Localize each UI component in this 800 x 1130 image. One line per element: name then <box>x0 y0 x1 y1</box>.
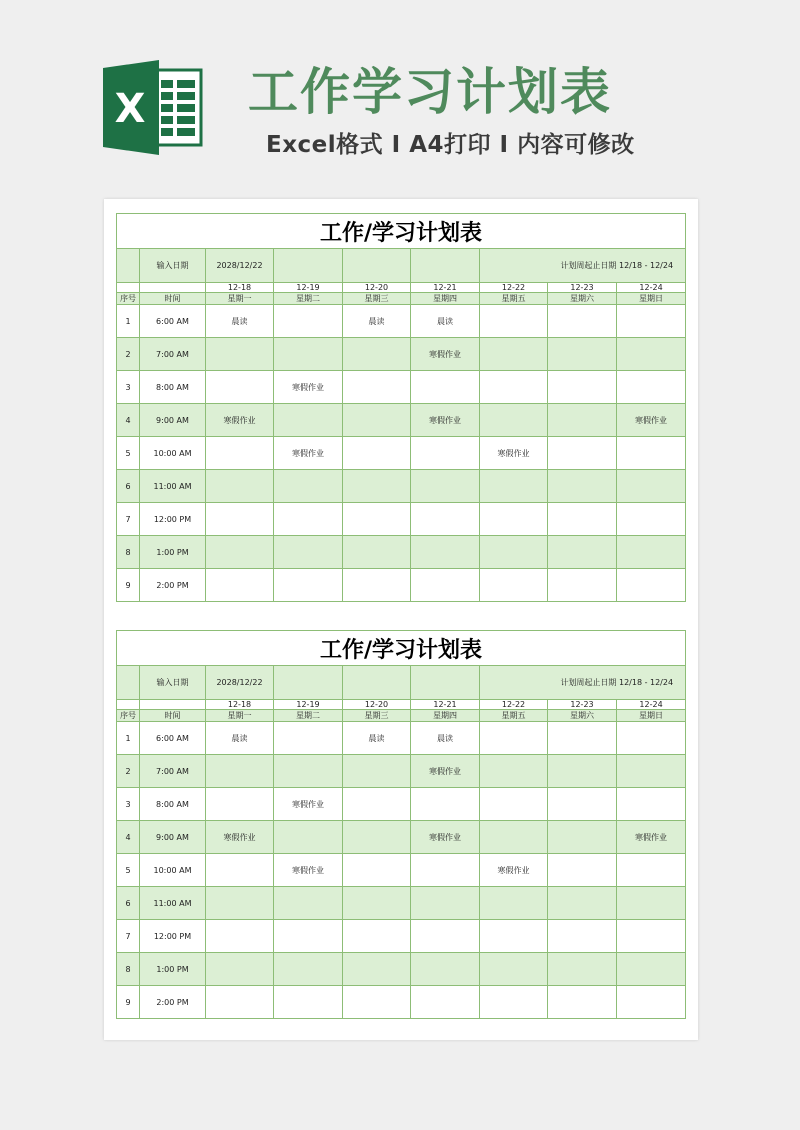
row-time: 2:00 PM <box>140 986 206 1019</box>
schedule-row <box>117 305 686 338</box>
task-cell[interactable] <box>274 986 343 1019</box>
weekday-header: 星期六 <box>548 710 617 722</box>
row-number: 2 <box>117 755 140 788</box>
schedule-row <box>117 338 686 371</box>
row-number: 7 <box>117 920 140 953</box>
schedule-row <box>117 920 686 953</box>
schedule-row <box>117 569 686 602</box>
schedule-row <box>117 953 686 986</box>
row-number: 4 <box>117 404 140 437</box>
date-cell: 12-22 <box>480 283 548 293</box>
task-cell[interactable] <box>343 986 411 1019</box>
row-time: 8:00 AM <box>140 371 206 404</box>
row-time: 10:00 AM <box>140 854 206 887</box>
row-number: 5 <box>117 854 140 887</box>
row-time: 7:00 AM <box>140 338 206 371</box>
input-date-label: 输入日期 <box>140 666 206 700</box>
task-cell[interactable] <box>274 569 343 602</box>
date-row <box>117 700 686 710</box>
weekday-header: 星期四 <box>411 710 480 722</box>
task-cell[interactable] <box>274 755 343 788</box>
task-cell[interactable] <box>617 536 686 569</box>
schedule-row <box>117 371 686 404</box>
task-cell[interactable] <box>274 953 343 986</box>
date-cell: 12-18 <box>206 283 274 293</box>
task-cell[interactable] <box>617 788 686 821</box>
task-cell[interactable] <box>206 437 274 470</box>
task-cell[interactable] <box>411 788 480 821</box>
task-cell[interactable] <box>480 371 548 404</box>
task-cell[interactable] <box>548 569 617 602</box>
task-cell[interactable]: 晨读 <box>206 305 274 338</box>
row-number: 1 <box>117 305 140 338</box>
date-blank <box>140 283 206 293</box>
task-cell[interactable] <box>480 788 548 821</box>
date-cell: 12-19 <box>274 283 343 293</box>
info-blank <box>117 666 140 700</box>
task-cell[interactable] <box>617 371 686 404</box>
task-cell[interactable] <box>206 953 274 986</box>
schedule-row <box>117 887 686 920</box>
info-blank <box>411 249 480 283</box>
date-cell: 12-19 <box>274 700 343 710</box>
weekday-header: 星期四 <box>411 293 480 305</box>
row-number: 8 <box>117 536 140 569</box>
task-cell[interactable] <box>411 986 480 1019</box>
plan-range: 计划周起止日期 12/18 - 12/24 <box>480 666 686 700</box>
task-cell[interactable] <box>548 404 617 437</box>
task-cell[interactable]: 晨读 <box>206 722 274 755</box>
date-blank <box>117 700 140 710</box>
task-cell[interactable] <box>206 854 274 887</box>
task-cell[interactable] <box>411 437 480 470</box>
task-cell[interactable] <box>274 920 343 953</box>
plan-sheet-2 <box>116 630 685 1019</box>
task-cell[interactable] <box>480 569 548 602</box>
task-cell[interactable] <box>480 338 548 371</box>
task-cell[interactable] <box>480 920 548 953</box>
task-cell[interactable] <box>274 821 343 854</box>
task-cell[interactable] <box>343 338 411 371</box>
col-time-header: 时间 <box>140 710 206 722</box>
task-cell[interactable] <box>206 920 274 953</box>
weekday-header: 星期五 <box>480 710 548 722</box>
schedule-row <box>117 437 686 470</box>
task-cell[interactable] <box>617 470 686 503</box>
task-cell[interactable] <box>343 854 411 887</box>
task-cell[interactable] <box>480 536 548 569</box>
row-number: 3 <box>117 371 140 404</box>
schedule-row <box>117 986 686 1019</box>
task-cell[interactable] <box>206 887 274 920</box>
banner-title: 工作学习计划表 <box>248 63 612 121</box>
input-date-label: 输入日期 <box>140 249 206 283</box>
task-cell[interactable]: 寒假作业 <box>274 371 343 404</box>
task-cell[interactable] <box>617 569 686 602</box>
row-time: 9:00 AM <box>140 404 206 437</box>
task-cell[interactable] <box>548 338 617 371</box>
task-cell[interactable] <box>480 404 548 437</box>
task-cell[interactable] <box>343 920 411 953</box>
task-cell[interactable] <box>343 887 411 920</box>
task-cell[interactable] <box>343 953 411 986</box>
task-cell[interactable]: 寒假作业 <box>480 437 548 470</box>
row-time: 11:00 AM <box>140 470 206 503</box>
row-time: 1:00 PM <box>140 953 206 986</box>
task-cell[interactable] <box>480 953 548 986</box>
weekday-header: 星期二 <box>274 293 343 305</box>
task-cell[interactable] <box>274 887 343 920</box>
weekday-header: 星期三 <box>343 293 411 305</box>
task-cell[interactable] <box>206 536 274 569</box>
task-cell[interactable] <box>548 755 617 788</box>
task-cell[interactable] <box>411 503 480 536</box>
task-cell[interactable] <box>206 470 274 503</box>
row-number: 3 <box>117 788 140 821</box>
task-cell[interactable] <box>411 569 480 602</box>
row-number: 9 <box>117 569 140 602</box>
task-cell[interactable] <box>548 854 617 887</box>
excel-logo-icon <box>103 60 203 155</box>
date-cell: 12-23 <box>548 283 617 293</box>
task-cell[interactable] <box>480 887 548 920</box>
task-cell[interactable] <box>548 788 617 821</box>
task-cell[interactable] <box>274 536 343 569</box>
col-seq-header: 序号 <box>117 293 140 305</box>
task-cell[interactable]: 寒假作业 <box>206 821 274 854</box>
task-cell[interactable] <box>274 503 343 536</box>
row-number: 1 <box>117 722 140 755</box>
info-blank <box>117 249 140 283</box>
task-cell[interactable]: 寒假作业 <box>480 854 548 887</box>
info-blank <box>343 666 411 700</box>
sheet-title: 工作/学习计划表 <box>117 631 686 666</box>
date-row <box>117 283 686 293</box>
task-cell[interactable] <box>617 437 686 470</box>
task-cell[interactable] <box>480 755 548 788</box>
task-cell[interactable] <box>343 404 411 437</box>
task-cell[interactable] <box>548 920 617 953</box>
weekday-header: 星期一 <box>206 293 274 305</box>
date-cell: 12-24 <box>617 700 686 710</box>
date-cell: 12-21 <box>411 700 480 710</box>
schedule-row <box>117 755 686 788</box>
task-cell[interactable] <box>480 503 548 536</box>
row-number: 6 <box>117 887 140 920</box>
task-cell[interactable] <box>548 371 617 404</box>
task-cell[interactable] <box>206 788 274 821</box>
task-cell[interactable]: 寒假作业 <box>274 788 343 821</box>
task-cell[interactable] <box>548 953 617 986</box>
task-cell[interactable] <box>617 986 686 1019</box>
plan-range: 计划周起止日期 12/18 - 12/24 <box>480 249 686 283</box>
plan-table <box>116 630 686 1019</box>
info-blank <box>343 249 411 283</box>
task-cell[interactable] <box>480 470 548 503</box>
task-cell[interactable] <box>548 503 617 536</box>
task-cell[interactable] <box>206 338 274 371</box>
task-cell[interactable]: 晨读 <box>343 722 411 755</box>
row-time: 6:00 AM <box>140 305 206 338</box>
date-blank <box>140 700 206 710</box>
task-cell[interactable] <box>343 569 411 602</box>
task-cell[interactable] <box>617 887 686 920</box>
row-time: 1:00 PM <box>140 536 206 569</box>
plan-sheet-1 <box>116 213 685 602</box>
task-cell[interactable]: 寒假作业 <box>411 338 480 371</box>
task-cell[interactable] <box>411 920 480 953</box>
task-cell[interactable]: 寒假作业 <box>274 854 343 887</box>
banner-subtitle: Excel格式 I A4打印 I 内容可修改 <box>266 132 635 158</box>
weekday-header: 星期六 <box>548 293 617 305</box>
schedule-row <box>117 470 686 503</box>
date-cell: 12-21 <box>411 283 480 293</box>
task-cell[interactable] <box>617 953 686 986</box>
task-cell[interactable] <box>548 986 617 1019</box>
task-cell[interactable] <box>206 371 274 404</box>
task-cell[interactable] <box>343 470 411 503</box>
schedule-row <box>117 536 686 569</box>
task-cell[interactable] <box>548 887 617 920</box>
row-time: 9:00 AM <box>140 821 206 854</box>
task-cell[interactable] <box>274 722 343 755</box>
task-cell[interactable] <box>274 338 343 371</box>
row-number: 2 <box>117 338 140 371</box>
task-cell[interactable] <box>617 755 686 788</box>
task-cell[interactable] <box>480 986 548 1019</box>
schedule-row <box>117 404 686 437</box>
date-cell: 12-24 <box>617 283 686 293</box>
task-cell[interactable]: 晨读 <box>411 305 480 338</box>
task-cell[interactable] <box>548 536 617 569</box>
task-cell[interactable] <box>411 887 480 920</box>
row-time: 10:00 AM <box>140 437 206 470</box>
col-time-header: 时间 <box>140 293 206 305</box>
task-cell[interactable] <box>548 437 617 470</box>
sheet-title: 工作/学习计划表 <box>117 214 686 249</box>
task-cell[interactable] <box>343 371 411 404</box>
task-cell[interactable] <box>548 305 617 338</box>
info-blank <box>274 666 343 700</box>
schedule-row <box>117 821 686 854</box>
task-cell[interactable] <box>206 569 274 602</box>
header-row <box>117 293 686 305</box>
task-cell[interactable] <box>343 503 411 536</box>
info-row <box>117 249 686 283</box>
task-cell[interactable] <box>274 305 343 338</box>
task-cell[interactable] <box>411 953 480 986</box>
weekday-header: 星期日 <box>617 293 686 305</box>
task-cell[interactable] <box>206 755 274 788</box>
banner <box>0 0 800 200</box>
task-cell[interactable] <box>343 536 411 569</box>
task-cell[interactable] <box>617 503 686 536</box>
row-time: 12:00 PM <box>140 503 206 536</box>
row-time: 12:00 PM <box>140 920 206 953</box>
task-cell[interactable]: 寒假作业 <box>617 404 686 437</box>
task-cell[interactable] <box>274 470 343 503</box>
task-cell[interactable] <box>411 536 480 569</box>
input-date-value[interactable]: 2028/12/22 <box>206 666 274 700</box>
task-cell[interactable] <box>411 470 480 503</box>
task-cell[interactable] <box>617 854 686 887</box>
task-cell[interactable] <box>343 821 411 854</box>
info-blank <box>411 666 480 700</box>
task-cell[interactable]: 寒假作业 <box>206 404 274 437</box>
schedule-row <box>117 788 686 821</box>
row-time: 6:00 AM <box>140 722 206 755</box>
task-cell[interactable] <box>480 305 548 338</box>
header-row <box>117 710 686 722</box>
task-cell[interactable]: 晨读 <box>411 722 480 755</box>
row-number: 6 <box>117 470 140 503</box>
row-number: 5 <box>117 437 140 470</box>
task-cell[interactable] <box>411 371 480 404</box>
date-blank <box>117 283 140 293</box>
task-cell[interactable] <box>548 821 617 854</box>
task-cell[interactable]: 寒假作业 <box>411 821 480 854</box>
row-time: 8:00 AM <box>140 788 206 821</box>
col-seq-header: 序号 <box>117 710 140 722</box>
task-cell[interactable] <box>617 338 686 371</box>
date-cell: 12-22 <box>480 700 548 710</box>
row-number: 7 <box>117 503 140 536</box>
schedule-row <box>117 722 686 755</box>
date-cell: 12-20 <box>343 283 411 293</box>
input-date-value[interactable]: 2028/12/22 <box>206 249 274 283</box>
weekday-header: 星期一 <box>206 710 274 722</box>
task-cell[interactable] <box>274 404 343 437</box>
task-cell[interactable] <box>343 755 411 788</box>
date-cell: 12-18 <box>206 700 274 710</box>
task-cell[interactable]: 寒假作业 <box>274 437 343 470</box>
task-cell[interactable]: 寒假作业 <box>411 755 480 788</box>
excel-logo-letter: X <box>114 86 146 132</box>
row-time: 2:00 PM <box>140 569 206 602</box>
row-number: 8 <box>117 953 140 986</box>
task-cell[interactable]: 晨读 <box>343 305 411 338</box>
task-cell[interactable] <box>480 722 548 755</box>
task-cell[interactable] <box>343 788 411 821</box>
weekday-header: 星期日 <box>617 710 686 722</box>
row-number: 4 <box>117 821 140 854</box>
task-cell[interactable] <box>548 722 617 755</box>
schedule-row <box>117 503 686 536</box>
weekday-header: 星期五 <box>480 293 548 305</box>
task-cell[interactable]: 寒假作业 <box>617 821 686 854</box>
plan-table <box>116 213 686 602</box>
weekday-header: 星期二 <box>274 710 343 722</box>
task-cell[interactable] <box>617 722 686 755</box>
task-cell[interactable] <box>206 986 274 1019</box>
task-cell[interactable] <box>617 305 686 338</box>
task-cell[interactable] <box>548 470 617 503</box>
task-cell[interactable] <box>206 503 274 536</box>
info-blank <box>274 249 343 283</box>
schedule-row <box>117 854 686 887</box>
row-time: 11:00 AM <box>140 887 206 920</box>
date-cell: 12-23 <box>548 700 617 710</box>
row-number: 9 <box>117 986 140 1019</box>
row-time: 7:00 AM <box>140 755 206 788</box>
task-cell[interactable]: 寒假作业 <box>411 404 480 437</box>
date-cell: 12-20 <box>343 700 411 710</box>
task-cell[interactable] <box>480 821 548 854</box>
task-cell[interactable] <box>343 437 411 470</box>
info-row <box>117 666 686 700</box>
task-cell[interactable] <box>411 854 480 887</box>
weekday-header: 星期三 <box>343 710 411 722</box>
task-cell[interactable] <box>617 920 686 953</box>
